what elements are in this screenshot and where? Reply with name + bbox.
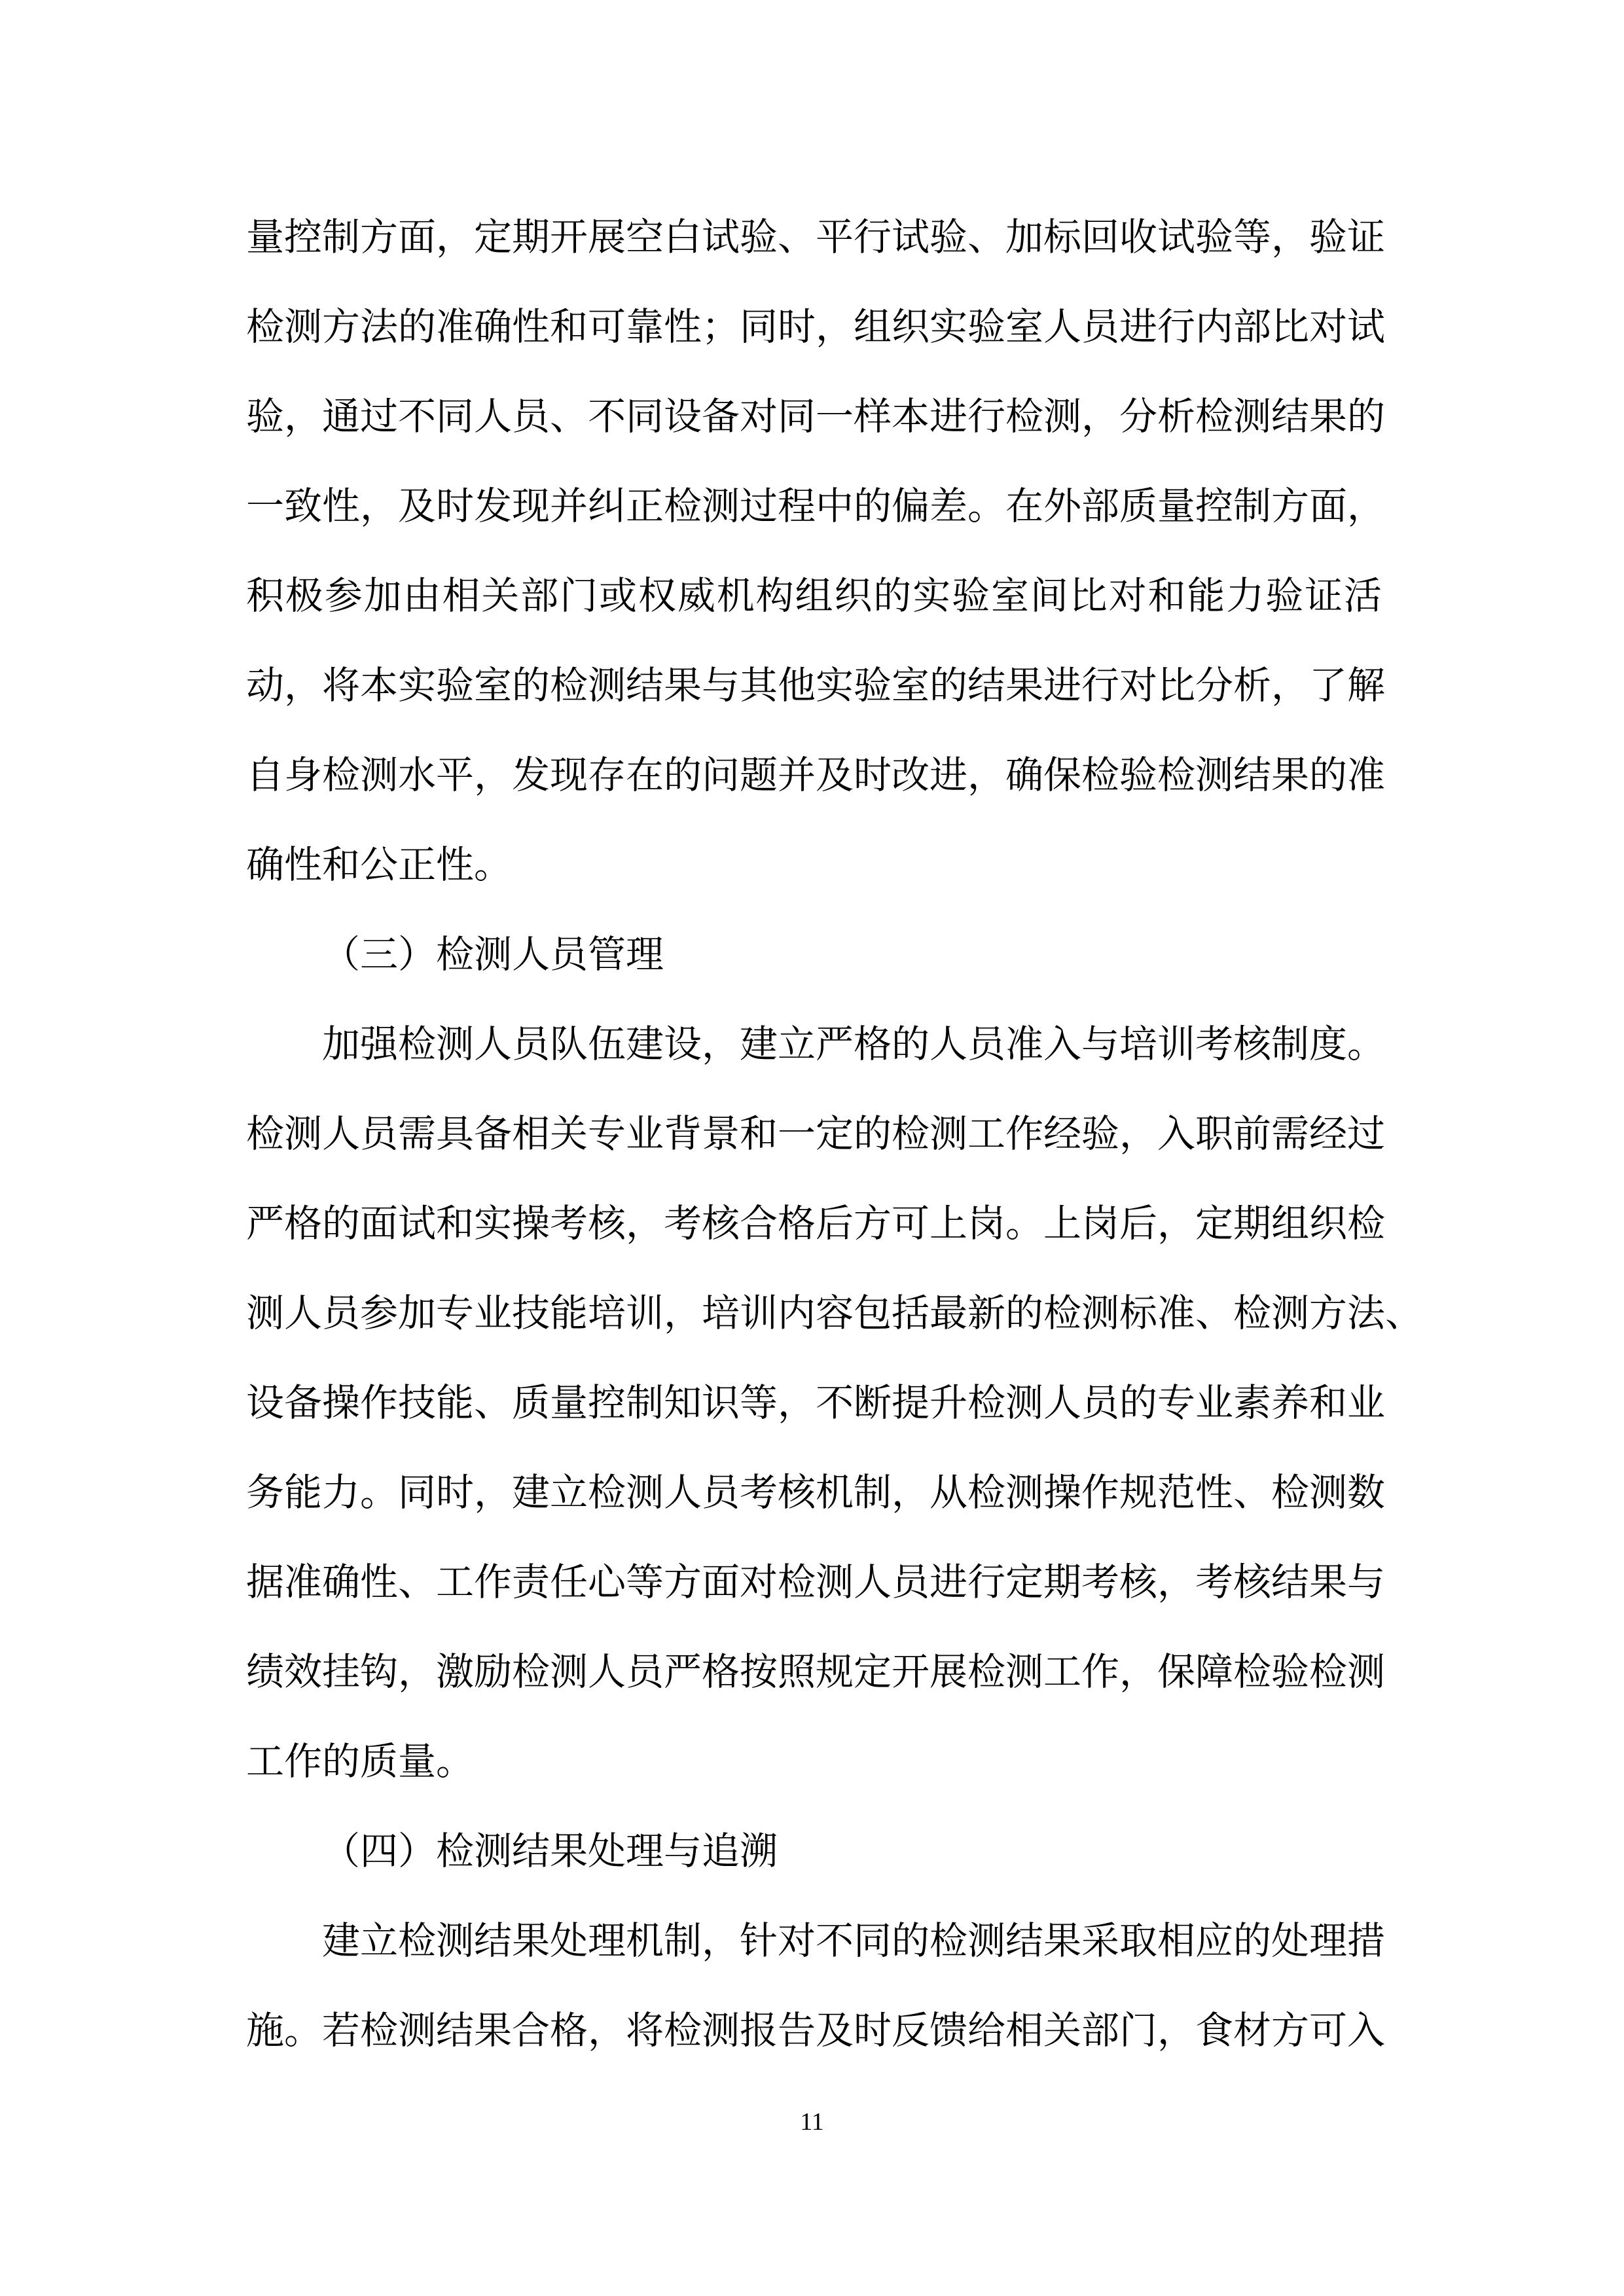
text-line: 工作的质量。: [246, 1739, 475, 1784]
text-line: 确性和公正性。: [246, 842, 513, 887]
text-line: 务能力。同时，建立检测人员考核机制，从检测操作规范性、检测数: [246, 1470, 1386, 1515]
text-line: 一致性，及时发现并纠正检测过程中的偏差。在外部质量控制方面，: [246, 484, 1386, 528]
text-line: 加强检测人员队伍建设，建立严格的人员准入与培训考核制度。: [322, 1022, 1386, 1066]
text-line: 自身检测水平，发现存在的问题并及时改进，确保检验检测结果的准: [246, 753, 1386, 797]
section-heading-3: （三）检测人员管理: [322, 932, 664, 977]
text-line: 测人员参加专业技能培训，培训内容包括最新的检测标准、检测方法、: [246, 1291, 1424, 1335]
text-line: 建立检测结果处理机制，针对不同的检测结果采取相应的处理措: [322, 1918, 1386, 1963]
text-line: 据准确性、工作责任心等方面对检测人员进行定期考核，考核结果与: [246, 1560, 1386, 1604]
text-line: 设备操作技能、质量控制知识等，不断提升检测人员的专业素养和业: [246, 1380, 1386, 1425]
text-line: 量控制方面，定期开展空白试验、平行试验、加标回收试验等，验证: [246, 215, 1386, 259]
text-line: 严格的面试和实操考核，考核合格后方可上岗。上岗后，定期组织检: [246, 1201, 1386, 1246]
text-line: 动，将本实验室的检测结果与其他实验室的结果进行对比分析，了解: [246, 663, 1386, 708]
text-line: 施。若检测结果合格，将检测报告及时反馈给相关部门，食材方可入: [246, 2008, 1386, 2053]
text-line: 积极参加由相关部门或权威机构组织的实验室间比对和能力验证活: [246, 573, 1382, 618]
text-line: 绩效挂钩，激励检测人员严格按照规定开展检测工作，保障检验检测: [246, 1649, 1386, 1694]
text-line: 验，通过不同人员、不同设备对同一样本进行检测，分析检测结果的: [246, 394, 1386, 439]
text-line: 检测方法的准确性和可靠性；同时，组织实验室人员进行内部比对试: [246, 304, 1386, 349]
text-line: 检测人员需具备相关专业背景和一定的检测工作经验，入职前需经过: [246, 1111, 1386, 1156]
section-heading-4: （四）检测结果处理与追溯: [322, 1829, 778, 1873]
page-number: 11: [800, 2108, 824, 2136]
